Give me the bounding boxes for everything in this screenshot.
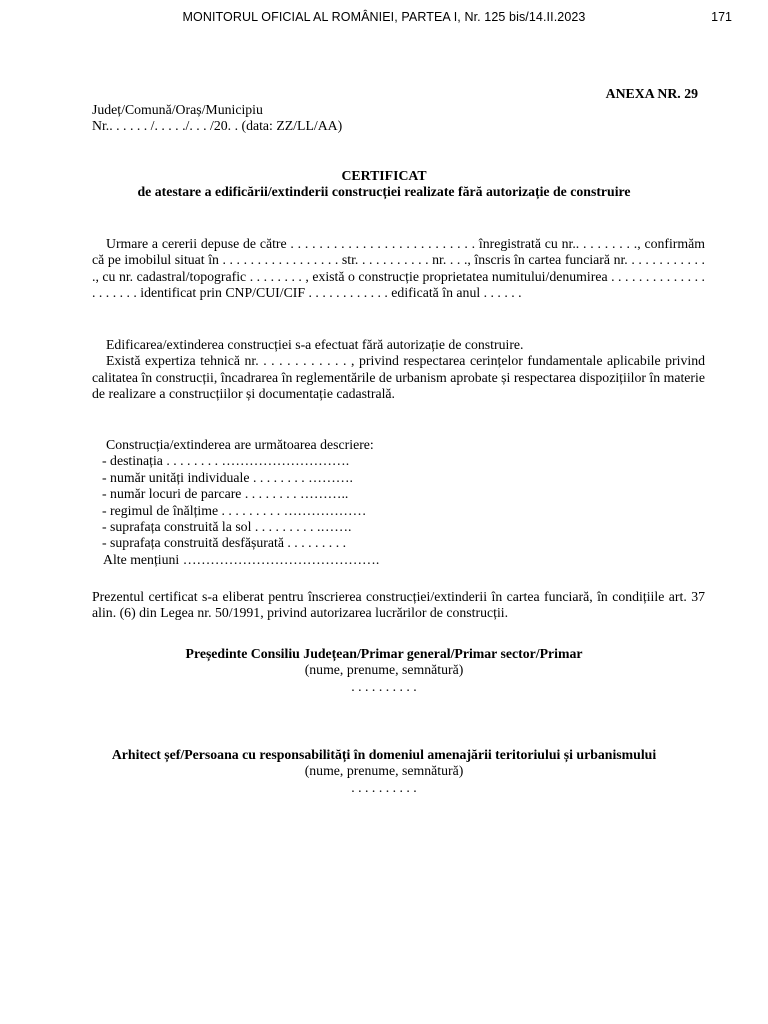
description-item-destination: - destinația . . . . . . . . ………………………. bbox=[102, 453, 350, 469]
intro-paragraph: Urmare a cererii depuse de către . . . . . . . . . . . . . . . . . . . . . . . . . . înregistrată cu nr.. . . . . . . . ., confirmăm că pe imobilul situat în . . . . . . . . . . . . . . . . . str. . . . . . . . . . . nr. . . ., înscris în cartea funciară nr. . . . . . . . . . . . ., cu nr. cadastral/topografic . . . . . . . . , există o construcție proprietatea numitului/denumirea . . . . . . . . . . . . . . . . . . . . . identificat prin CNP/CUI/CIF . . . . . . . . . . . . edificată în anul . . . . . . bbox=[92, 236, 705, 301]
description-heading: Construcția/extinderea are următoarea descriere: bbox=[106, 437, 374, 452]
description-item-height: - regimul de înălțime . . . . . . . . . ……………… bbox=[102, 502, 367, 518]
document-subtitle: de atestare a edificării/extinderii construcției realizate fără autorizație de construire bbox=[137, 184, 631, 200]
issuer-block bbox=[92, 102, 342, 135]
signatory-note: (nume, prenume, semnătură) bbox=[304, 662, 464, 678]
annex-label: ANEXA NR. 29 bbox=[605, 86, 698, 101]
document-title: CERTIFICAT bbox=[341, 168, 427, 183]
work-paragraphs-block bbox=[92, 337, 705, 403]
description-item-ground-area: - suprafața construită la sol . . . . . . . . . .……. bbox=[102, 519, 352, 535]
description-item-total-area: - suprafața construită desfășurată . . . . . . . . . bbox=[102, 535, 347, 551]
signature-block-mayor bbox=[40, 646, 728, 695]
signature-line: . . . . . . . . . . bbox=[351, 678, 417, 694]
signatory-note: (nume, prenume, semnătură) bbox=[304, 763, 464, 779]
running-header bbox=[0, 10, 768, 30]
description-block bbox=[102, 437, 379, 568]
final-paragraph: Prezentul certificat s-a eliberat pentru înscrierea construcției/extinderii în cartea funciară, în condițiile art. 37 alin. (6) din Legea nr. 50/1991, privind autorizarea lucrărilor de construcții. bbox=[92, 589, 705, 621]
technical-expertise-statement: Există expertiza tehnică nr. . . . . . . . . . . . , privind respectarea cerințelor fundamentale aplicabile privind calitatea în construcții, încadrarea în reglementările de urbanism aprobate și respectarea dispozițiilor în materie de realizare a construcțiilor și documentație cadastrală. bbox=[92, 353, 705, 402]
unauthorized-work-statement: Edificarea/extinderea construcției s-a efectuat fără autorizație de construire. bbox=[106, 337, 524, 352]
page-number: 171 bbox=[711, 10, 732, 24]
signature-line: . . . . . . . . . . bbox=[351, 779, 417, 795]
issuer-authority: Județ/Comună/Oraș/Municipiu bbox=[92, 102, 263, 117]
document-title-block bbox=[60, 168, 708, 201]
description-item-parking: - număr locuri de parcare . . . . . . . . ……….. bbox=[102, 486, 349, 502]
signatory-role: Arhitect șef/Persoana cu responsabilități în domeniul amenajării teritoriului și urbanismului bbox=[111, 747, 657, 762]
intro-paragraph-block bbox=[92, 236, 705, 302]
gazette-title: MONITORUL OFICIAL AL ROMÂNIEI, PARTEA I, Nr. 125 bis/14.II.2023 bbox=[182, 10, 586, 24]
description-other: Alte mențiuni ……………………………………. bbox=[103, 551, 380, 567]
signature-block-architect bbox=[40, 747, 728, 796]
description-item-units: - număr unități individuale . . . . . . . . ………. bbox=[102, 469, 353, 485]
signatory-role: Președinte Consiliu Județean/Primar general/Primar sector/Primar bbox=[185, 646, 583, 661]
issuer-number-date: Nr.. . . . . . /. . . . ./. . . /20. . (data: ZZ/LL/AA) bbox=[92, 118, 343, 134]
final-paragraph-block bbox=[92, 589, 705, 622]
